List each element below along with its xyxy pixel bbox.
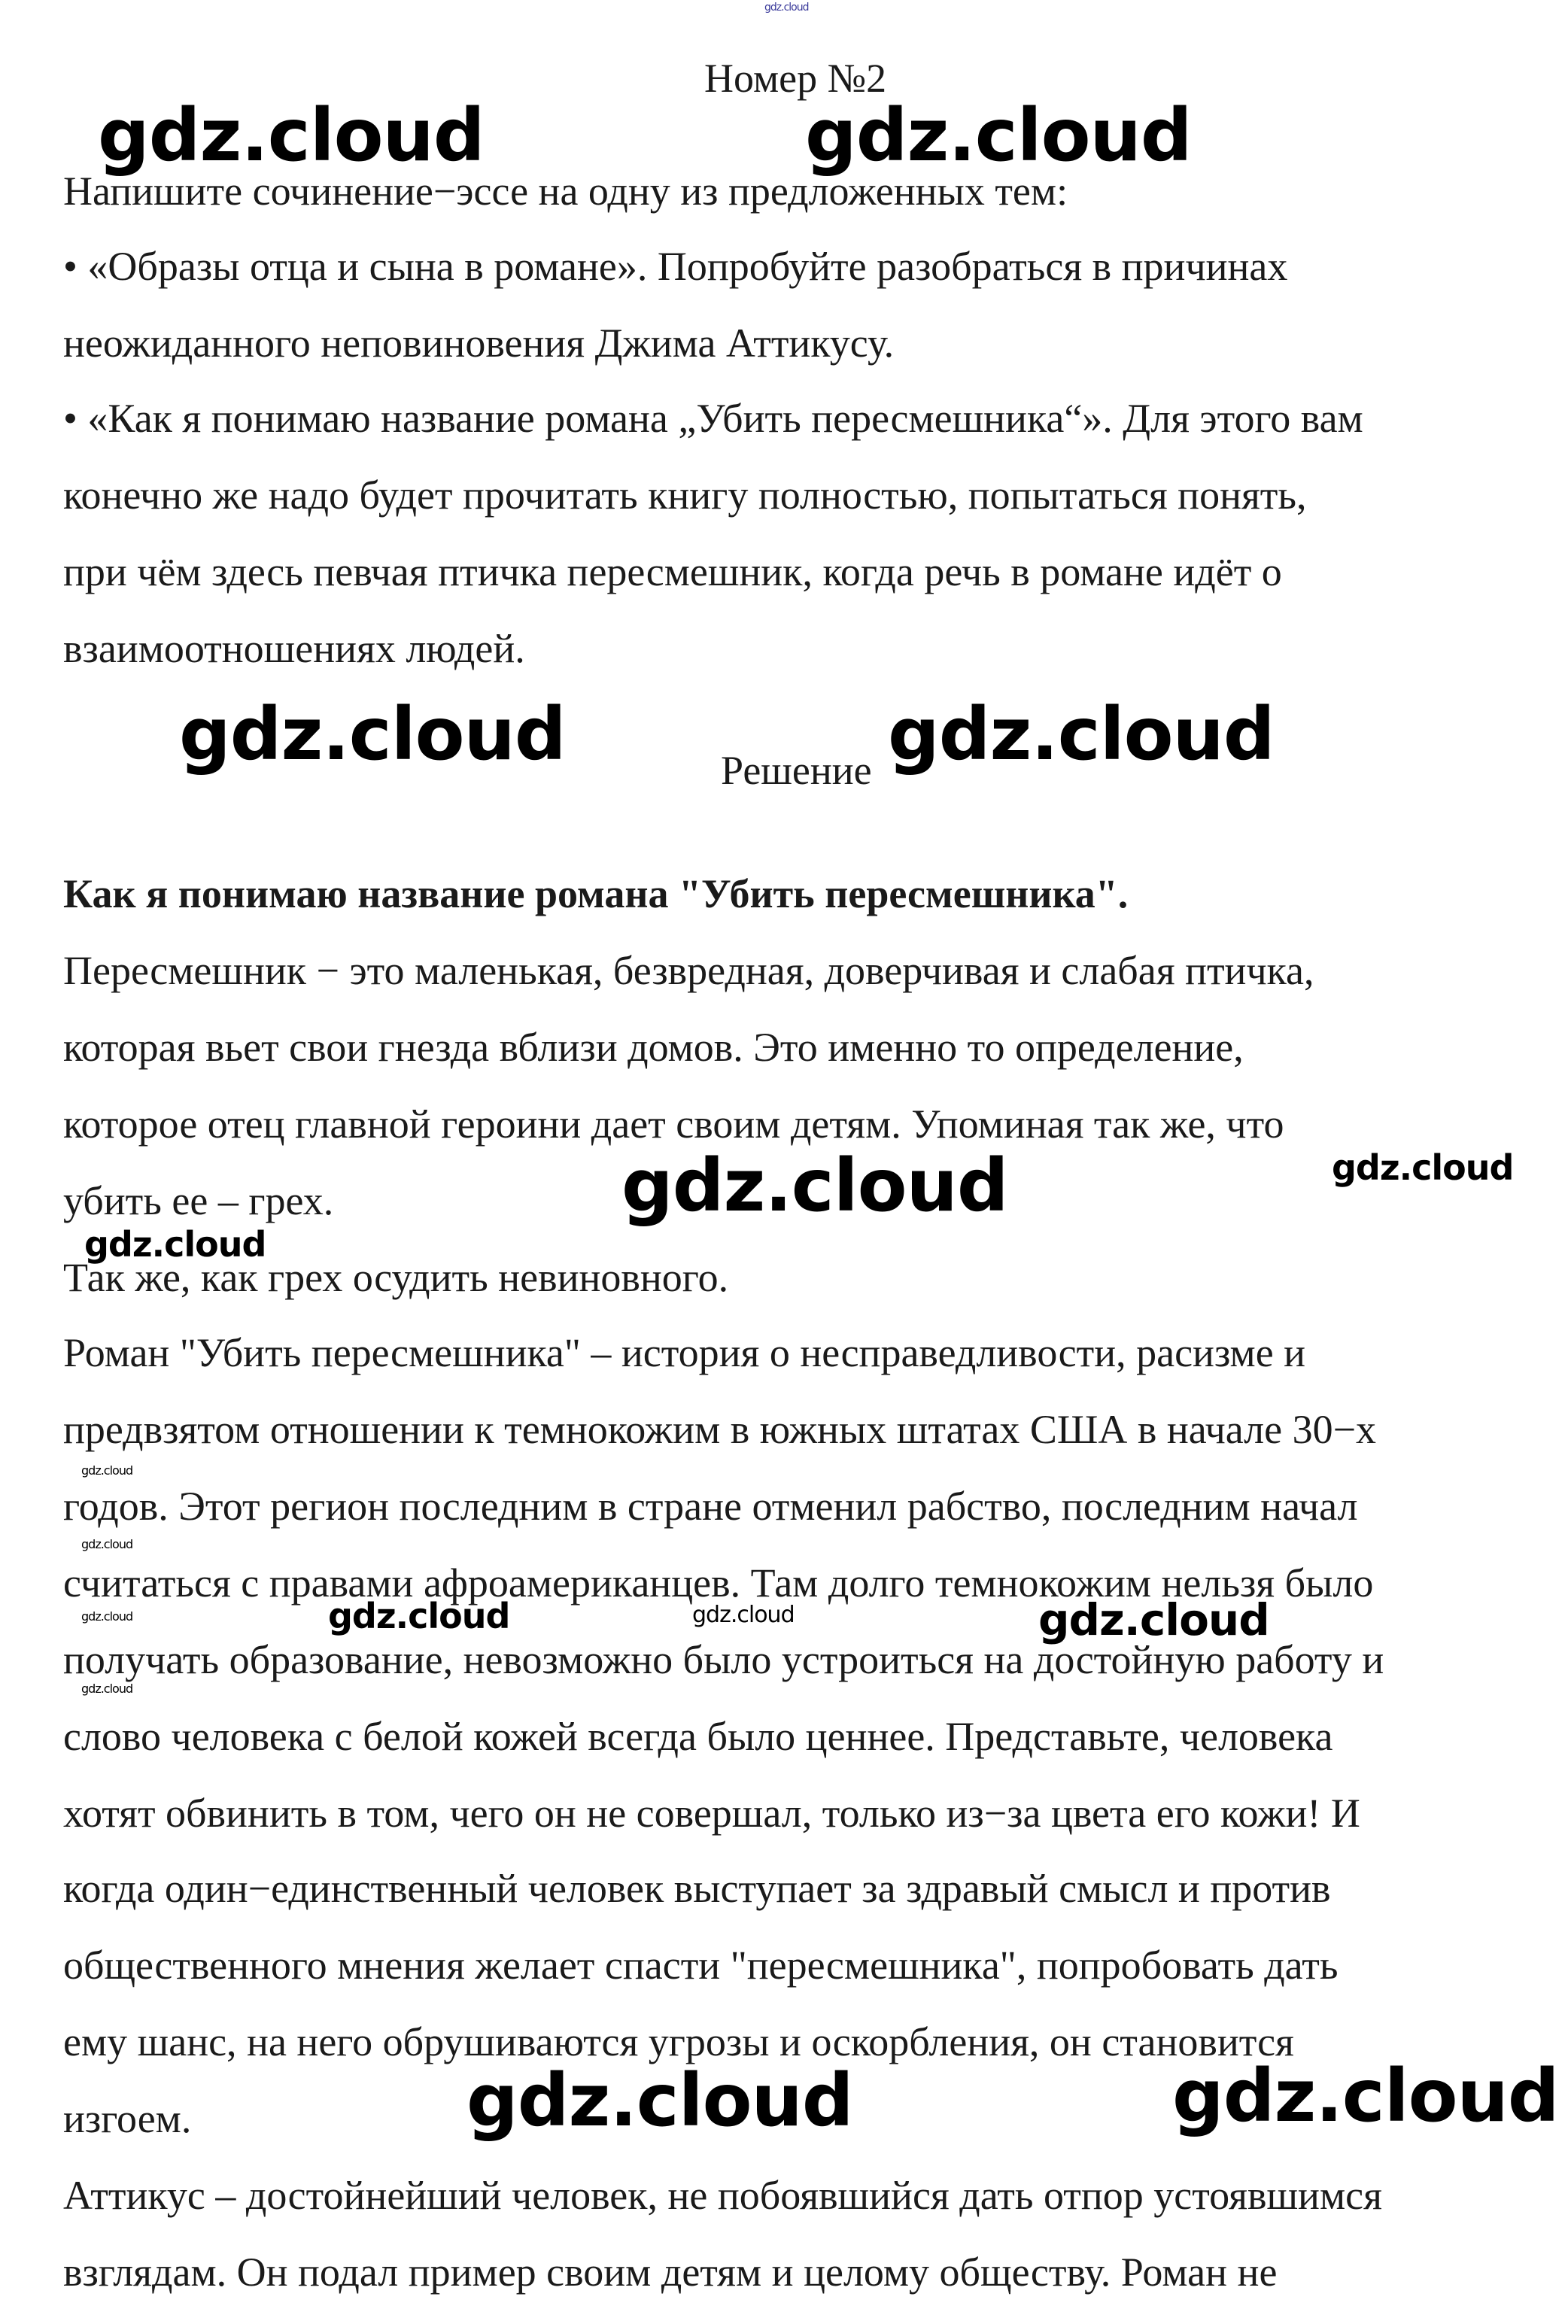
task-line-6: при чём здесь певчая птичка пересмешник, когда речь в романе идёт о — [63, 549, 1282, 594]
solution-line-7: предвзятом отношении к темнокожим в южных штатах США в начале 30−х — [63, 1407, 1377, 1452]
solution-line-3: которое отец главной героини дает своим детям. Упоминая так же, что — [63, 1101, 1284, 1147]
watermark-logo: gdz.cloud — [805, 93, 1192, 178]
watermark-logo: gdz.cloud — [328, 1596, 510, 1636]
watermark-logo: gdz.cloud — [1332, 1147, 1514, 1188]
task-line-1: Напишите сочинение−эссе на одну из предложенных тем: — [63, 169, 1068, 214]
solution-line-15: ему шанс, на него обрушиваются угрозы и оскорбления, он становится — [63, 2019, 1294, 2064]
watermark-logo: gdz.cloud — [81, 1537, 133, 1551]
watermark-logo: gdz.cloud — [1038, 1594, 1269, 1645]
watermark-logo: gdz.cloud — [692, 1602, 795, 1628]
task-line-5: конечно же надо будет прочитать книгу полностью, попытаться понять, — [63, 472, 1307, 518]
solution-heading: Как я понимаю название романа "Убить пересмешника". — [63, 871, 1129, 916]
solution-line-5: Так же, как грех осудить невиновного. — [63, 1255, 729, 1300]
solution-line-8: годов. Этот регион последним в стране отменил рабство, последним начал — [63, 1484, 1358, 1529]
watermark-logo: gdz.cloud — [84, 1224, 266, 1265]
solution-line-1: Пересмешник − это маленькая, безвредная, доверчивая и слабая птичка, — [63, 948, 1314, 993]
task-line-3: неожиданного неповиновения Джима Аттикусу. — [63, 320, 895, 366]
solution-line-2: которая вьет свои гнезда вблизи домов. Это именно то определение, — [63, 1025, 1244, 1070]
task-line-7: взаимоотношениях людей. — [63, 626, 525, 671]
watermark-logo: gdz.cloud — [81, 1463, 133, 1478]
solution-line-13: когда один−единственный человек выступает за здравый смысл и против — [63, 1866, 1331, 1911]
watermark-logo: gdz.cloud — [98, 93, 485, 178]
watermark-logo: gdz.cloud — [621, 1144, 1008, 1228]
watermark-logo: gdz.cloud — [81, 1681, 133, 1696]
solution-line-18: взглядам. Он подал пример своим детям и целому обществу. Роман не — [63, 2250, 1278, 2295]
watermark-logo: gdz.cloud — [466, 2058, 853, 2143]
solution-line-10: получать образование, невозможно было устроиться на достойную работу и — [63, 1637, 1384, 1682]
solution-line-4: убить ее – грех. — [63, 1178, 334, 1223]
solution-line-12: хотят обвинить в том, чего он не совершал, только из−за цвета его кожи! И — [63, 1791, 1360, 1836]
watermark-logo: gdz.cloud — [179, 692, 566, 776]
task-line-4: • «Как я понимаю название романа „Убить пересмешника“». Для этого вам — [63, 396, 1363, 441]
watermark-logo: gdz.cloud — [81, 1609, 133, 1624]
solution-line-17: Аттикус – достойнейший человек, не побоявшийся дать отпор устоявшимся — [63, 2173, 1382, 2218]
solution-line-9: считаться с правами афроамериканцев. Там долго темнокожим нельзя было — [63, 1560, 1374, 1606]
top-watermark: gdz.cloud — [764, 2, 809, 14]
solution-line-16: изгоем. — [63, 2096, 192, 2141]
task-line-2: • «Образы отца и сына в романе». Попробуйте разобраться в причинах — [63, 244, 1288, 289]
watermark-logo: gdz.cloud — [888, 692, 1275, 776]
watermark-logo: gdz.cloud — [1172, 2054, 1559, 2138]
solution-line-14: общественного мнения желает спасти "пересмешника", попробовать дать — [63, 1943, 1339, 1988]
task-number-title: Номер №2 — [704, 56, 887, 101]
solution-line-11: слово человека с белой кожей всегда было ценнее. Представьте, человека — [63, 1714, 1333, 1759]
solution-label: Решение — [721, 748, 872, 793]
solution-line-6: Роман "Убить пересмешника" – история о несправедливости, расизме и — [63, 1330, 1306, 1375]
